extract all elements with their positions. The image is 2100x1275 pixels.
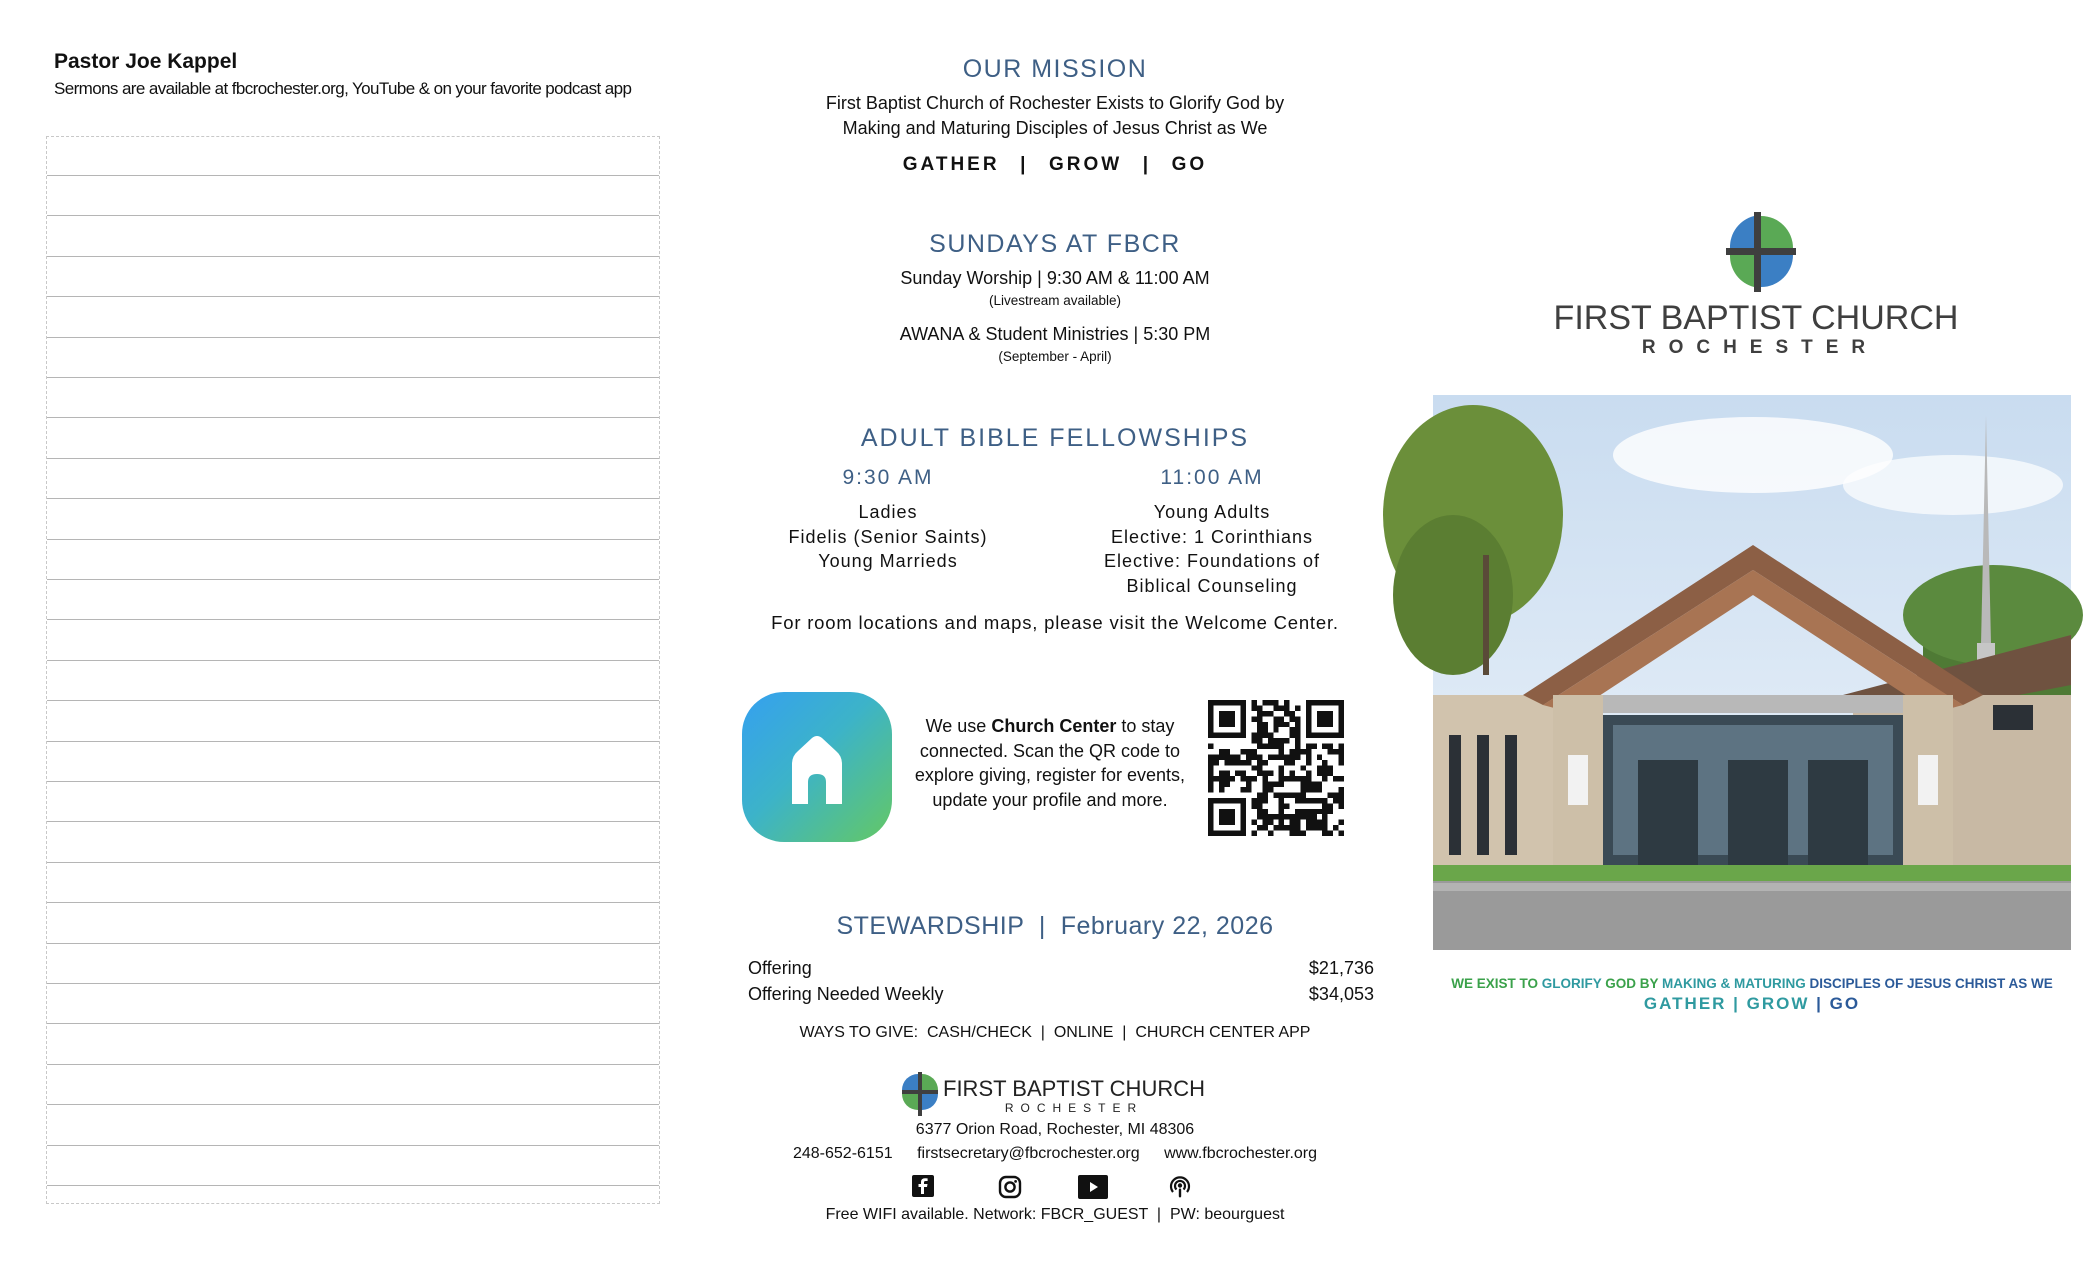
notes-area bbox=[46, 136, 660, 1204]
tagline-part: GOD BY bbox=[1605, 976, 1662, 991]
note-line bbox=[47, 862, 659, 863]
note-line bbox=[47, 175, 659, 176]
church-logo-icon bbox=[1553, 212, 1959, 358]
note-line bbox=[47, 498, 659, 499]
mission-line-2: Making and Maturing Disciples of Jesus Christ as We bbox=[842, 118, 1268, 138]
room-locations-note: For room locations and maps, please visit the Welcome Center. bbox=[771, 612, 1339, 633]
abf-class: Biblical Counseling bbox=[1126, 575, 1298, 596]
worship-times: Sunday Worship | 9:30 AM & 11:00 AM bbox=[900, 268, 1210, 288]
footer-logo-city: ROCHESTER bbox=[1004, 1101, 1144, 1115]
church-logo-mark-icon bbox=[902, 1072, 1212, 1116]
note-line bbox=[47, 1064, 659, 1065]
youtube-icon[interactable] bbox=[1078, 1175, 1108, 1199]
note-line bbox=[47, 821, 659, 822]
note-line bbox=[47, 296, 659, 297]
cover-tagline bbox=[1433, 976, 2071, 991]
mission-line-1: First Baptist Church of Rochester Exists to Glorify God by bbox=[825, 93, 1285, 113]
footer-church-logo bbox=[902, 1072, 1212, 1116]
stewardship-label: Offering bbox=[748, 958, 812, 978]
note-line bbox=[47, 1023, 659, 1024]
awana-season-note: (September - April) bbox=[998, 349, 1112, 364]
stewardship-heading: STEWARDSHIP | February 22, 2026 bbox=[836, 912, 1274, 940]
sermons-availability-note: Sermons are available at fbcrochester.org, YouTube & on your favorite podcast app bbox=[54, 79, 632, 98]
stewardship-amount: $21,736 bbox=[1308, 958, 1374, 978]
note-line bbox=[47, 619, 659, 620]
church-building-photo bbox=[1433, 395, 2071, 950]
note-line bbox=[47, 1104, 659, 1105]
church-building-illustration bbox=[1433, 395, 2071, 950]
cover-church-logo bbox=[1553, 212, 1959, 358]
stewardship-label: Offering Needed Weekly bbox=[748, 984, 944, 1004]
pillar-gather: GATHER bbox=[1643, 994, 1727, 1013]
tagline-part: DISCIPLES OF JESUS CHRIST AS WE bbox=[1809, 976, 2053, 991]
note-line bbox=[47, 1145, 659, 1146]
note-line bbox=[47, 377, 659, 378]
qr-code[interactable] bbox=[1208, 700, 1344, 836]
pillar-grow: GROW bbox=[1746, 994, 1810, 1013]
note-line bbox=[47, 983, 659, 984]
qr-code-image bbox=[1208, 700, 1344, 836]
stewardship-amount: $34,053 bbox=[1308, 984, 1374, 1004]
abf-class: Ladies bbox=[858, 502, 918, 522]
cc-text-post: to stay connected. Scan the QR code to explore giving, register for events, update your profile and more. bbox=[914, 716, 1186, 810]
cc-text-bold: Church Center bbox=[991, 716, 1117, 736]
note-line bbox=[47, 1185, 659, 1186]
pillar-go: GO bbox=[1829, 994, 1861, 1013]
contact-line bbox=[710, 1145, 1400, 1163]
note-line bbox=[47, 256, 659, 257]
note-line bbox=[47, 458, 659, 459]
website-link[interactable]: www.fbcrochester.org bbox=[1164, 1145, 1318, 1162]
church-center-app-icon bbox=[742, 692, 892, 842]
ways-to-give: WAYS TO GIVE: CASH/CHECK | ONLINE | CHURCH CENTER APP bbox=[799, 1024, 1311, 1041]
note-line bbox=[47, 417, 659, 418]
podcast-icon[interactable] bbox=[1168, 1175, 1192, 1199]
note-line bbox=[47, 660, 659, 661]
abf-class: Elective: Foundations of bbox=[1103, 551, 1321, 571]
abf-column-1100 bbox=[1082, 466, 1342, 598]
note-line bbox=[47, 781, 659, 782]
tagline-part: WE EXIST TO bbox=[1451, 976, 1542, 991]
sundays-heading: SUNDAYS AT FBCR bbox=[929, 230, 1181, 258]
abf-time: 9:30 AM bbox=[842, 466, 934, 489]
abf-class: Fidelis (Senior Saints) bbox=[788, 526, 988, 547]
tagline-part: MAKING & MATURING bbox=[1662, 976, 1810, 991]
cover-logo-city: ROCHESTER bbox=[1641, 337, 1879, 358]
abf-class: Young Marrieds bbox=[818, 551, 958, 571]
awana-times: AWANA & Student Ministries | 5:30 PM bbox=[899, 324, 1211, 344]
wifi-info: Free WIFI available. Network: FBCR_GUEST | PW: beourguest bbox=[825, 1206, 1285, 1223]
phone-number[interactable]: 248-652-6151 bbox=[792, 1145, 893, 1162]
abf-class: Elective: 1 Corinthians bbox=[1110, 526, 1314, 547]
pastor-name: Pastor Joe Kappel bbox=[54, 50, 238, 73]
abf-class: Young Adults bbox=[1153, 502, 1271, 522]
facebook-icon[interactable] bbox=[912, 1175, 934, 1197]
home-icon bbox=[742, 692, 892, 842]
church-address: 6377 Orion Road, Rochester, MI 48306 bbox=[915, 1121, 1195, 1138]
mission-heading: OUR MISSION bbox=[962, 55, 1148, 83]
livestream-note: (Livestream available) bbox=[988, 293, 1122, 308]
church-center-description bbox=[900, 714, 1200, 812]
cover-pillars: GATHER | GROW | GO bbox=[1643, 994, 1861, 1013]
abf-heading: ADULT BIBLE FELLOWSHIPS bbox=[860, 424, 1250, 452]
instagram-icon[interactable] bbox=[998, 1175, 1022, 1199]
cover-logo-name: FIRST BAPTIST CHURCH bbox=[1553, 299, 1959, 337]
mission-pillars: GATHER | GROW | GO bbox=[902, 154, 1208, 175]
note-line bbox=[47, 337, 659, 338]
abf-column-930 bbox=[758, 466, 1018, 574]
note-line bbox=[47, 902, 659, 903]
abf-time: 11:00 AM bbox=[1160, 466, 1264, 489]
email-address[interactable]: firstsecretary@fbcrochester.org bbox=[917, 1145, 1140, 1162]
note-line bbox=[47, 215, 659, 216]
note-line bbox=[47, 579, 659, 580]
note-line bbox=[47, 943, 659, 944]
note-line bbox=[47, 741, 659, 742]
cc-text-pre: We use bbox=[925, 716, 992, 736]
note-line bbox=[47, 539, 659, 540]
footer-logo-name: FIRST BAPTIST CHURCH bbox=[943, 1076, 1205, 1101]
social-links bbox=[900, 1175, 1200, 1201]
tagline-part: GLORIFY bbox=[1541, 976, 1606, 991]
note-line bbox=[47, 700, 659, 701]
